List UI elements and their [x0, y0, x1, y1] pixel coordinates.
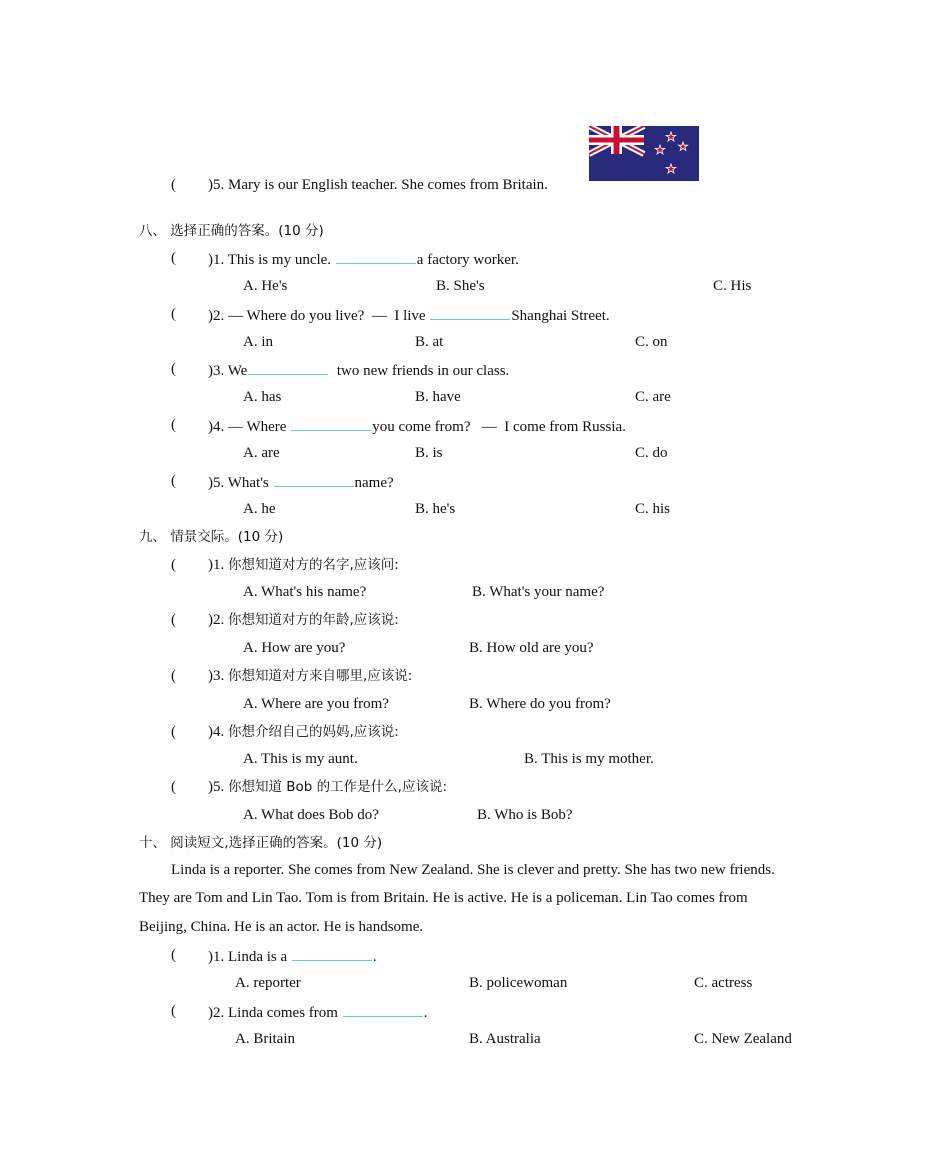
option-c[interactable]: C. His: [713, 278, 752, 294]
option-a[interactable]: A. What does Bob do?: [243, 807, 379, 823]
option-b[interactable]: B. Where do you from?: [469, 696, 611, 712]
question-paren: (: [171, 612, 176, 628]
option-b[interactable]: B. Who is Bob?: [477, 807, 573, 823]
option-b[interactable]: B. How old are you?: [469, 640, 594, 656]
section-title: 八、 选择正确的答案。(10 分): [139, 223, 324, 239]
section-title: 十、 阅读短文,选择正确的答案。(10 分): [139, 835, 383, 851]
question-text: )4. — Where you come from? — I come from Russia.: [208, 416, 626, 436]
option-a[interactable]: A. How are you?: [243, 640, 346, 656]
question-paren: (: [171, 473, 176, 489]
option-c[interactable]: C. on: [635, 334, 668, 350]
question-paren: (: [171, 417, 176, 433]
question-paren: (: [171, 668, 176, 684]
option-a[interactable]: A. Where are you from?: [243, 696, 389, 712]
question-paren: (: [171, 1003, 176, 1019]
question-paren: (: [171, 250, 176, 266]
question-text: )3. We two new friends in our class.: [208, 360, 509, 380]
option-c[interactable]: C. do: [635, 445, 668, 461]
answer-blank[interactable]: [343, 1002, 423, 1017]
answer-blank[interactable]: [430, 305, 510, 320]
option-b[interactable]: B. have: [415, 389, 461, 405]
question-paren: (: [171, 947, 176, 963]
option-b[interactable]: B. at: [415, 334, 444, 350]
option-a[interactable]: A. has: [243, 389, 282, 405]
question-text: )3. 你想知道对方来自哪里,应该说:: [208, 668, 413, 684]
answer-blank[interactable]: [336, 249, 416, 264]
answer-blank[interactable]: [292, 946, 372, 961]
option-a[interactable]: A. He's: [243, 278, 288, 294]
question-text: )2. Linda comes from .: [208, 1002, 427, 1022]
question-text: )2. 你想知道对方的年龄,应该说:: [208, 612, 399, 628]
question-paren: (: [171, 557, 176, 573]
option-b[interactable]: B. he's: [415, 501, 456, 517]
answer-blank[interactable]: [274, 472, 354, 487]
option-a[interactable]: A. This is my aunt.: [243, 751, 358, 767]
question-paren: (: [171, 724, 176, 740]
option-c[interactable]: C. are: [635, 389, 671, 405]
option-a[interactable]: A. he: [243, 501, 276, 517]
option-a[interactable]: A. in: [243, 334, 273, 350]
option-b[interactable]: B. Australia: [469, 1031, 541, 1047]
option-c[interactable]: C. New Zealand: [694, 1031, 792, 1047]
answer-blank[interactable]: [248, 360, 328, 375]
question-text: )5. What's name?: [208, 472, 394, 492]
question-paren: (: [171, 361, 176, 377]
question-paren: (: [171, 779, 176, 795]
answer-blank[interactable]: [291, 416, 371, 431]
option-b[interactable]: B. This is my mother.: [524, 751, 654, 767]
reading-passage: Linda is a reporter. She comes from New Zealand. She is clever and pretty. She has two new friends. They are Tom and Lin Tao. Tom is from Britain. He is active. He is a policeman. Lin Tao comes from Beijing, China. He is an actor. He is handsome.: [139, 862, 775, 935]
option-b[interactable]: B. is: [415, 445, 443, 461]
option-c[interactable]: C. actress: [694, 975, 753, 991]
option-a[interactable]: A. are: [243, 445, 280, 461]
question-text: )1. Linda is a .: [208, 946, 377, 966]
question-text: )5. Mary is our English teacher. She comes from Britain.: [208, 177, 548, 193]
option-b[interactable]: B. policewoman: [469, 975, 568, 991]
option-b[interactable]: B. She's: [436, 278, 485, 294]
question-text: )2. — Where do you live? — I live Shanghai Street.: [208, 305, 610, 325]
section-title: 九、 情景交际。(10 分): [139, 529, 284, 545]
question-paren: (: [171, 177, 176, 193]
question-text: )5. 你想知道 Bob 的工作是什么,应该说:: [208, 779, 448, 795]
option-a[interactable]: A. Britain: [235, 1031, 295, 1047]
option-b[interactable]: B. What's your name?: [472, 584, 605, 600]
question-text: )1. This is my uncle. a factory worker.: [208, 249, 519, 269]
question-paren: (: [171, 306, 176, 322]
question-text: )1. 你想知道对方的名字,应该问:: [208, 557, 399, 573]
option-a[interactable]: A. reporter: [235, 975, 301, 991]
question-text: )4. 你想介绍自己的妈妈,应该说:: [208, 724, 399, 740]
option-a[interactable]: A. What's his name?: [243, 584, 367, 600]
new-zealand-flag-icon: [589, 126, 699, 181]
option-c[interactable]: C. his: [635, 501, 671, 517]
